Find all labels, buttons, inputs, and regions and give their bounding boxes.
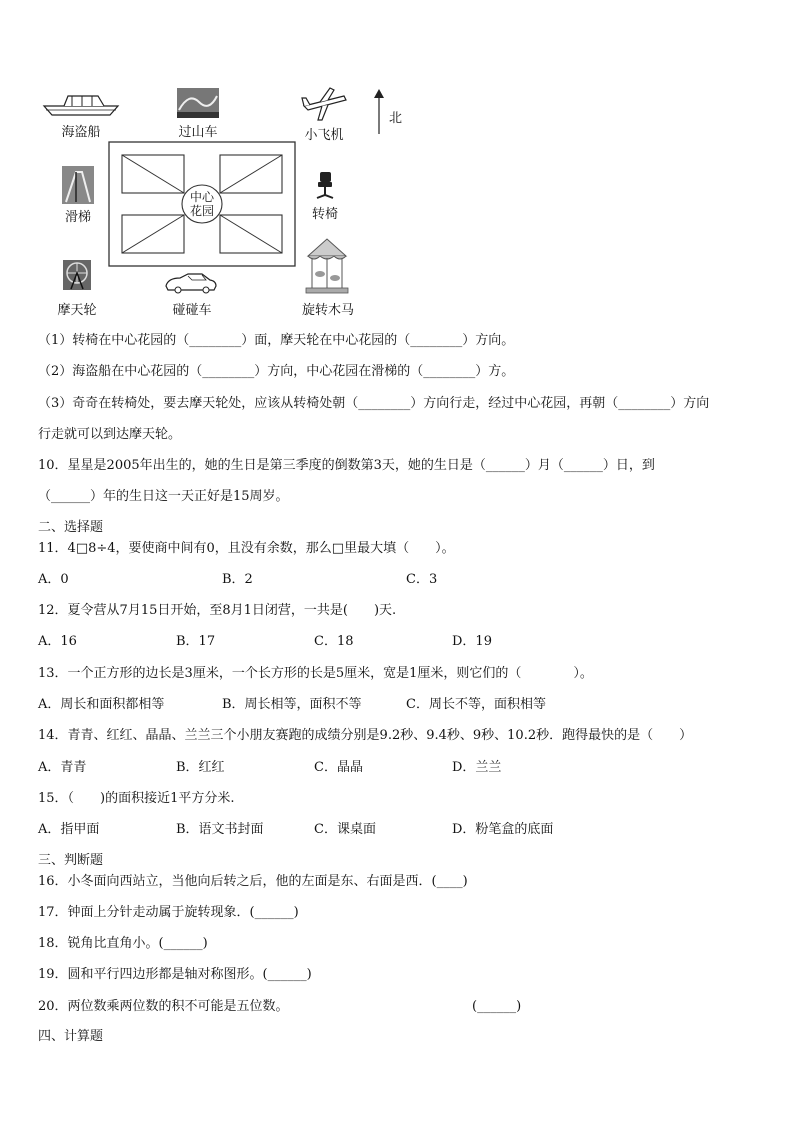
- option-b: B．周长相等，面积不等: [222, 697, 362, 712]
- small-plane-icon: [300, 86, 350, 122]
- swivel-chair-icon: [314, 170, 336, 200]
- north-arrow-icon: [372, 88, 386, 136]
- q10-line2: （______）年的生日这一天正好是15周岁。: [38, 489, 289, 504]
- option-d: D．19: [452, 634, 492, 649]
- q9-sub1: （1）转椅在中心花园的（________）面，摩天轮在中心花园的（________）方向。: [38, 333, 515, 348]
- bumper-car-icon: [164, 272, 218, 294]
- q20-text: 20．两位数乘两位数的积不可能是五位数。: [38, 999, 289, 1014]
- option-c: C．课桌面: [314, 822, 376, 837]
- q14-stem: 14．青青、红红、晶晶、兰兰三个小朋友赛跑的成绩分别是9.2秒、9.4秒、9秒、10.2秒．跑得最快的是（ ）: [38, 728, 693, 743]
- option-a: A．青青: [38, 760, 87, 775]
- q10-line1: 10．星星是2005年出生的，她的生日是第三季度的倒数第3天，她的生日是（______）月（______）日，到: [38, 458, 655, 473]
- central-garden-label: [182, 190, 222, 218]
- ferris-wheel-icon: [63, 260, 91, 290]
- north-label: 北: [389, 111, 403, 126]
- slide-icon: [62, 166, 94, 204]
- label-carousel: 旋转木马: [301, 303, 354, 318]
- q17: 17．钟面上分针走动属于旋转现象．(______): [38, 905, 299, 920]
- option-c: C．3: [406, 572, 438, 587]
- option-c: C．周长不等，面积相等: [406, 697, 546, 712]
- option-c: C．晶晶: [314, 760, 363, 775]
- label-roller-coaster: 过山车: [178, 125, 218, 140]
- option-a: A．指甲面: [38, 822, 100, 837]
- q18: 18．锐角比直角小。(______): [38, 936, 208, 951]
- q19: 19．圆和平行四边形都是轴对称图形。(______): [38, 967, 312, 982]
- option-b: B．2: [222, 572, 253, 587]
- label-bumper-car: 碰碰车: [172, 303, 212, 318]
- central-garden-label-line2: 花园: [189, 204, 214, 218]
- q13-stem: 13．一个正方形的边长是3厘米，一个长方形的长是5厘米，宽是1厘米，则它们的（ ）。: [38, 666, 593, 681]
- q15-stem: 15．（ )的面积接近1平方分米.: [38, 791, 235, 806]
- q11-stem: 11．4□8÷4，要使商中间有0，且没有余数，那么□里最大填（ ）。: [38, 541, 455, 556]
- q9-sub3-line2: 行走就可以到达摩天轮。: [38, 427, 182, 442]
- option-d: D．兰兰: [452, 760, 502, 775]
- option-b: B．红红: [176, 760, 225, 775]
- label-swivel-chair: 转椅: [311, 207, 338, 222]
- option-d: D．粉笔盒的底面: [452, 822, 554, 837]
- option-b: B．语文书封面: [176, 822, 264, 837]
- q20-answer-blank: (______): [472, 999, 522, 1014]
- section-judgement-heading: 三、判断题: [38, 853, 104, 868]
- pirate-ship-icon: [42, 88, 120, 118]
- option-b: B．17: [176, 634, 216, 649]
- section-choice-heading: 二、选择题: [38, 520, 104, 535]
- label-pirate-ship: 海盗船: [61, 125, 101, 140]
- section-calculation-heading: 四、计算题: [38, 1029, 104, 1044]
- carousel-icon: [304, 236, 350, 294]
- option-a: A．16: [38, 634, 77, 649]
- q16: 16．小冬面向西站立，当他向后转之后，他的左面是东、右面是西．(____): [38, 874, 468, 889]
- q12-stem: 12．夏令营从7月15日开始，至8月1日闭营，一共是( )天.: [38, 603, 397, 618]
- q9-sub3-line1: （3）奇奇在转椅处，要去摩天轮处，应该从转椅处朝（________）方向行走，经过中心花园，再朝（________）方向: [38, 396, 710, 411]
- label-slide: 滑梯: [64, 210, 91, 225]
- q20: [38, 999, 289, 1015]
- option-a: A．0: [38, 572, 69, 587]
- option-a: A．周长和面积都相等: [38, 697, 165, 712]
- roller-coaster-icon: [177, 88, 219, 118]
- label-small-plane: 小飞机: [304, 128, 344, 143]
- q9-sub2: （2）海盗船在中心花园的（________）方向，中心花园在滑梯的（________）方。: [38, 364, 515, 379]
- option-c: C．18: [314, 634, 354, 649]
- label-ferris-wheel: 摩天轮: [57, 303, 97, 318]
- central-garden-label-line1: 中心: [189, 190, 214, 204]
